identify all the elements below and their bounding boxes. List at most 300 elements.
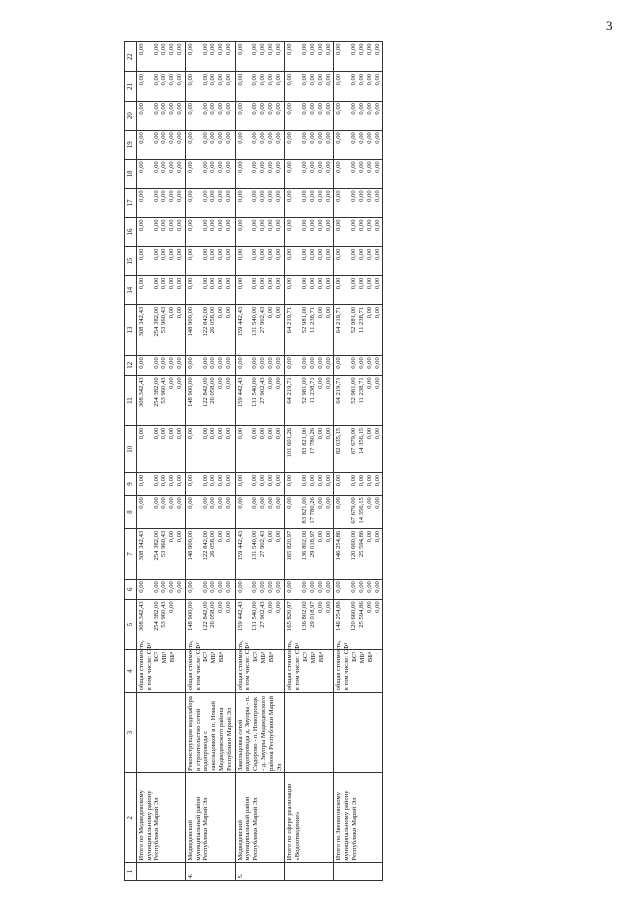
value: 0,00: [152, 497, 160, 509]
cell-c3: Закольцовка сетей водопровода д. Звупры - п. Сидорово - п. Новотроицк - д. Звупры Медведевского района Республики Марий Эл: [235, 692, 285, 773]
value: 0,00: [274, 161, 282, 173]
value-cell-col-11: [334, 375, 383, 425]
value-cell-col-19: [285, 130, 334, 159]
value: 0,00: [137, 43, 145, 56]
value: 0,00: [209, 161, 217, 173]
value-cell-col-7: [285, 529, 334, 579]
value: 0,00: [152, 73, 160, 86]
value: 0,00: [137, 103, 145, 115]
value: 0,00: [350, 161, 358, 173]
value: 0,00: [274, 219, 282, 232]
value: 0,00: [186, 427, 194, 440]
value: 0,00: [301, 248, 309, 261]
source-label-4: МБ³: [161, 651, 169, 664]
value: 0,00: [274, 73, 282, 86]
value: 0,00: [357, 190, 365, 202]
value: 0,00: [175, 277, 183, 290]
value: 0,00: [168, 190, 176, 202]
value: 0,00: [324, 357, 332, 369]
value: 308 342,43: [137, 530, 145, 561]
value: 0,00: [175, 161, 183, 173]
value: 0,00: [274, 277, 282, 290]
cell-c1: 4.: [185, 863, 235, 881]
value: 0,00: [308, 103, 316, 115]
value: 0,00: [266, 43, 274, 56]
value: 131 540,00: [251, 306, 259, 337]
source-label-including-text: в том числе:: [194, 655, 202, 691]
value: 0,00: [209, 474, 217, 487]
value: 0,00: [160, 474, 168, 487]
value: 0,00: [301, 73, 309, 86]
value: 0,00: [316, 103, 324, 115]
column-number-row: [125, 42, 137, 881]
source-label-3: БС²: [202, 651, 210, 662]
value: 25 594,86: [357, 530, 365, 558]
value: 0,00: [224, 474, 232, 487]
value: 26 058,00: [209, 601, 217, 628]
value: 0,00: [168, 43, 176, 56]
value: 0,00: [251, 161, 259, 173]
value: 0,00: [186, 581, 194, 593]
value: 254 382,00: [152, 601, 160, 632]
value: 0,00: [266, 277, 274, 290]
value: 120 660,00: [350, 601, 358, 632]
value: 64 219,71: [286, 377, 294, 404]
value: 0,00: [365, 377, 373, 389]
value: 0,00: [316, 73, 324, 86]
value: 0,00: [168, 497, 176, 509]
value: 0,00: [335, 497, 343, 509]
value: 0,00: [201, 161, 209, 173]
value: 26 058,00: [209, 377, 217, 404]
value: 0,00: [186, 43, 194, 56]
value-cell-col-18: [185, 159, 235, 188]
value: 254 382,00: [152, 530, 160, 561]
value: 29 018,97: [308, 530, 316, 558]
value-cell-col-22: [136, 42, 185, 72]
value: 0,00: [259, 277, 267, 290]
value: 0,00: [266, 357, 274, 369]
value-cell-col-12: [235, 355, 285, 375]
value: 64 219,71: [335, 306, 343, 334]
value: 0,00: [357, 103, 365, 115]
value-cell-col-20: [285, 101, 334, 130]
value: 0,00: [224, 190, 232, 202]
value: 0,00: [186, 161, 194, 173]
column-number-20: 20: [125, 101, 137, 130]
value-cell-col-15: [235, 247, 285, 276]
value: 0,00: [274, 581, 282, 593]
value: 0,00: [152, 219, 160, 232]
value-cell-col-9: [235, 473, 285, 495]
value: 0,00: [152, 248, 160, 261]
value: 0,00: [201, 219, 209, 232]
value: 0,00: [168, 530, 176, 543]
value: 101 601,26: [286, 427, 294, 458]
value: 11 238,71: [357, 377, 365, 404]
value-cell-col-12: [185, 355, 235, 375]
value: 0,00: [266, 161, 274, 173]
value: 0,00: [224, 43, 232, 56]
value: 0,00: [365, 474, 373, 487]
value: 0,00: [324, 73, 332, 86]
value: 52 981,00: [350, 306, 358, 334]
value: 0,00: [175, 190, 183, 202]
value: 0,00: [373, 43, 381, 56]
value: 0,00: [274, 132, 282, 144]
value: 0,00: [168, 219, 176, 232]
cell-c2: Итого по Медведевскому муниципальному району Республики Марий Эл: [136, 773, 185, 863]
value: 0,00: [266, 73, 274, 86]
value: 0,00: [160, 43, 168, 56]
value: 0,00: [286, 190, 294, 202]
value: 0,00: [357, 132, 365, 144]
value-cell-col-17: [185, 188, 235, 217]
source-label-5: ВБ⁴: [317, 651, 325, 663]
value: 0,00: [201, 474, 209, 487]
value: 0,00: [160, 219, 168, 232]
value: 0,00: [365, 132, 373, 144]
value: 67 679,00: [350, 497, 358, 524]
value: 0,00: [373, 530, 381, 543]
value: 0,00: [201, 497, 209, 509]
value: 0,00: [209, 581, 217, 593]
value: 0,00: [259, 190, 267, 202]
value: 0,00: [152, 357, 160, 369]
value: 148 900,00: [186, 377, 194, 408]
value: 0,00: [316, 601, 324, 613]
value: 0,00: [168, 601, 176, 613]
value: 136 802,00: [301, 530, 309, 561]
value: 0,00: [209, 73, 217, 86]
value: 0,00: [316, 530, 324, 543]
value: 0,00: [373, 248, 381, 261]
value: 0,00: [274, 530, 282, 543]
source-label-total: общая стоимость,: [286, 640, 294, 691]
source-label-sf: СФ¹: [244, 642, 252, 656]
value: 0,00: [217, 601, 225, 613]
column-number-17: 17: [125, 188, 137, 217]
value: 26 058,00: [209, 530, 217, 558]
value: 0,00: [251, 248, 259, 261]
value: 0,00: [373, 474, 381, 487]
source-label-including-text: в том числе:: [343, 655, 351, 691]
value: 0,00: [209, 190, 217, 202]
column-number-13: 13: [125, 305, 137, 355]
value: 0,00: [357, 73, 365, 86]
value-cell-col-9: [185, 473, 235, 495]
column-number-8: 8: [125, 495, 137, 529]
value: 0,00: [236, 103, 244, 115]
value: 0,00: [217, 103, 225, 115]
value: 0,00: [209, 248, 217, 261]
value: 0,00: [308, 132, 316, 144]
value-cell-col-15: [136, 247, 185, 276]
value: 148 900,00: [186, 601, 194, 632]
value: 53 960,43: [160, 530, 168, 558]
value: 0,00: [160, 357, 168, 369]
source-label-3: БС²: [153, 651, 161, 662]
value-cell-col-8: [285, 495, 334, 529]
value: 0,00: [175, 427, 183, 440]
value: 11 238,71: [308, 377, 316, 404]
value-cell-col-16: [235, 217, 285, 246]
column-number-21: 21: [125, 72, 137, 101]
value: 27 902,43: [259, 530, 267, 558]
value: 0,00: [175, 73, 183, 86]
source-label-including-text: в том числе:: [145, 655, 153, 691]
value: 0,00: [316, 277, 324, 290]
value: 0,00: [324, 427, 332, 440]
value: 0,00: [175, 132, 183, 144]
value: 0,00: [316, 377, 324, 389]
value-cell-col-21: [136, 72, 185, 101]
value: 0,00: [373, 497, 381, 509]
value: 0,00: [365, 43, 373, 56]
value: 0,00: [168, 474, 176, 487]
column-number-18: 18: [125, 159, 137, 188]
cell-c2: Итого по Звениговскому муниципальному району Республики Марий Эл: [334, 773, 383, 863]
value: 0,00: [365, 248, 373, 261]
value: 0,00: [316, 306, 324, 319]
value: 0,00: [259, 43, 267, 56]
source-label-5: ВБ⁴: [267, 651, 275, 663]
source-label-3: БС²: [301, 651, 309, 662]
value-cell-col-21: [235, 72, 285, 101]
source-label-4: МБ³: [210, 651, 218, 664]
value: 0,00: [168, 357, 176, 369]
value: 165 820,97: [286, 601, 294, 632]
value: 0,00: [266, 601, 274, 613]
value: 25 594,86: [357, 601, 365, 628]
value: 0,00: [217, 73, 225, 86]
value: 0,00: [217, 277, 225, 290]
value: 0,00: [137, 427, 145, 440]
value: 0,00: [137, 248, 145, 261]
value: 0,00: [274, 248, 282, 261]
value: 52 981,00: [350, 377, 358, 404]
value-cell-col-18: [136, 159, 185, 188]
value: 0,00: [365, 306, 373, 319]
value-cell-col-13: [334, 305, 383, 355]
value: 0,00: [373, 219, 381, 232]
value: 0,00: [201, 132, 209, 144]
value: 0,00: [316, 161, 324, 173]
value: 0,00: [137, 581, 145, 593]
value-cell-col-21: [334, 72, 383, 101]
value: 0,00: [301, 357, 309, 369]
value: 0,00: [316, 357, 324, 369]
value: 0,00: [137, 190, 145, 202]
value: 0,00: [274, 427, 282, 440]
value-cell-col-14: [285, 276, 334, 305]
value: 0,00: [357, 219, 365, 232]
value: 27 902,43: [259, 377, 267, 404]
value: 0,00: [201, 581, 209, 593]
value: 0,00: [168, 161, 176, 173]
value: 146 254,86: [335, 601, 343, 632]
value: 52 981,00: [301, 306, 309, 334]
value: 0,00: [324, 277, 332, 290]
value: 148 900,00: [186, 306, 194, 337]
column-number-15: 15: [125, 247, 137, 276]
value: 148 900,00: [186, 530, 194, 561]
value: 0,00: [286, 103, 294, 115]
value-cell-col-6: [235, 579, 285, 599]
value: 64 219,71: [286, 306, 294, 334]
value-cell-col-20: [334, 101, 383, 130]
value-cell-col-9: [285, 473, 334, 495]
value: 0,00: [335, 219, 343, 232]
value: 0,00: [365, 190, 373, 202]
value: 17 780,26: [308, 427, 316, 455]
value: 0,00: [186, 132, 194, 144]
table-row: [136, 42, 185, 881]
column-number-3: 3: [125, 692, 137, 773]
source-label-5: ВБ⁴: [217, 651, 225, 663]
cell-c2: Медведевский муниципальный район Республики Марий Эл: [185, 773, 235, 863]
value: 0,00: [168, 277, 176, 290]
value: 0,00: [266, 132, 274, 144]
value: 254 382,00: [152, 377, 160, 408]
value: 0,00: [137, 219, 145, 232]
value: 0,00: [266, 497, 274, 509]
value: 122 842,00: [201, 530, 209, 561]
cell-c2: Итого по сфере реализации «Водоотведение»: [285, 773, 334, 863]
value-cell-col-14: [235, 276, 285, 305]
value: 0,00: [301, 161, 309, 173]
cell-c1: [334, 863, 383, 881]
value: 0,00: [301, 219, 309, 232]
value: 0,00: [350, 73, 358, 86]
value-cell-col-14: [334, 276, 383, 305]
value: 17 780,26: [308, 497, 316, 524]
value: 0,00: [335, 103, 343, 115]
column-number-10: 10: [125, 426, 137, 473]
value: 0,00: [373, 103, 381, 115]
value: 0,00: [324, 530, 332, 543]
value: 26 058,00: [209, 306, 217, 334]
value: 0,00: [259, 427, 267, 440]
value-cell-col-18: [285, 159, 334, 188]
value-cell-col-15: [185, 247, 235, 276]
value: 0,00: [266, 474, 274, 487]
value: 0,00: [224, 581, 232, 593]
value: 0,00: [301, 43, 309, 56]
value: 82 035,15: [335, 427, 343, 455]
value: 0,00: [160, 497, 168, 509]
value: 0,00: [224, 601, 232, 613]
value-cell-col-20: [185, 101, 235, 130]
source-label-including: [343, 642, 351, 691]
value: 0,00: [335, 474, 343, 487]
value: 0,00: [365, 161, 373, 173]
value: 0,00: [350, 248, 358, 261]
value: 0,00: [259, 357, 267, 369]
value: 0,00: [217, 248, 225, 261]
value: 0,00: [357, 474, 365, 487]
column-number-1: 1: [125, 863, 137, 881]
column-number-2: 2: [125, 773, 137, 863]
value: 0,00: [274, 377, 282, 389]
value: 0,00: [365, 581, 373, 593]
value: 0,00: [365, 277, 373, 290]
value: 0,00: [217, 377, 225, 389]
value: 0,00: [357, 248, 365, 261]
value: 0,00: [209, 357, 217, 369]
value: 0,00: [274, 497, 282, 509]
value: 53 960,43: [160, 306, 168, 334]
value: 0,00: [209, 43, 217, 56]
value: 0,00: [224, 132, 232, 144]
value: 0,00: [259, 248, 267, 261]
value: 0,00: [160, 190, 168, 202]
value: 0,00: [373, 132, 381, 144]
value: 0,00: [274, 357, 282, 369]
value-cell-col-8: [136, 495, 185, 529]
value: 0,00: [217, 427, 225, 440]
value: 0,00: [217, 306, 225, 319]
value: 0,00: [324, 219, 332, 232]
value-cell-col-10: [285, 426, 334, 473]
value: 0,00: [137, 73, 145, 86]
value: 0,00: [266, 190, 274, 202]
value: 0,00: [175, 248, 183, 261]
table-row: [285, 42, 334, 881]
value: 0,00: [251, 427, 259, 440]
value: 0,00: [251, 357, 259, 369]
value-cell-col-14: [136, 276, 185, 305]
value: 0,00: [324, 581, 332, 593]
value: 0,00: [324, 43, 332, 56]
value: 0,00: [236, 581, 244, 593]
value: 0,00: [251, 277, 259, 290]
value: 0,00: [137, 474, 145, 487]
value: 0,00: [286, 474, 294, 487]
table-row: [334, 42, 383, 881]
value: 0,00: [308, 161, 316, 173]
source-label-total: общая стоимость,: [335, 640, 343, 691]
source-label-including: [194, 642, 203, 691]
value: 0,00: [365, 219, 373, 232]
value-cell-col-10: [235, 426, 285, 473]
value-cell-col-17: [235, 188, 285, 217]
value: 0,00: [152, 103, 160, 115]
value: 0,00: [224, 427, 232, 440]
value-cell-col-19: [185, 130, 235, 159]
source-label-total: общая стоимость,: [137, 640, 145, 691]
value: 0,00: [168, 581, 176, 593]
source-label-total: общая стоимость,: [186, 640, 194, 691]
value: 0,00: [186, 248, 194, 261]
value: 0,00: [308, 219, 316, 232]
value: 0,00: [175, 474, 183, 487]
value: 0,00: [373, 306, 381, 319]
value: 0,00: [160, 132, 168, 144]
value: 0,00: [308, 581, 316, 593]
source-label-sf: СФ¹: [343, 642, 351, 656]
value: 0,00: [373, 277, 381, 290]
value: 0,00: [286, 219, 294, 232]
value: 136 802,00: [301, 601, 309, 632]
value: 0,00: [286, 357, 294, 369]
value: 53 960,43: [160, 601, 168, 628]
value: 0,00: [316, 474, 324, 487]
value: 0,00: [224, 357, 232, 369]
value: 0,00: [316, 581, 324, 593]
value-cell-col-17: [334, 188, 383, 217]
source-label-3: БС²: [350, 651, 358, 662]
